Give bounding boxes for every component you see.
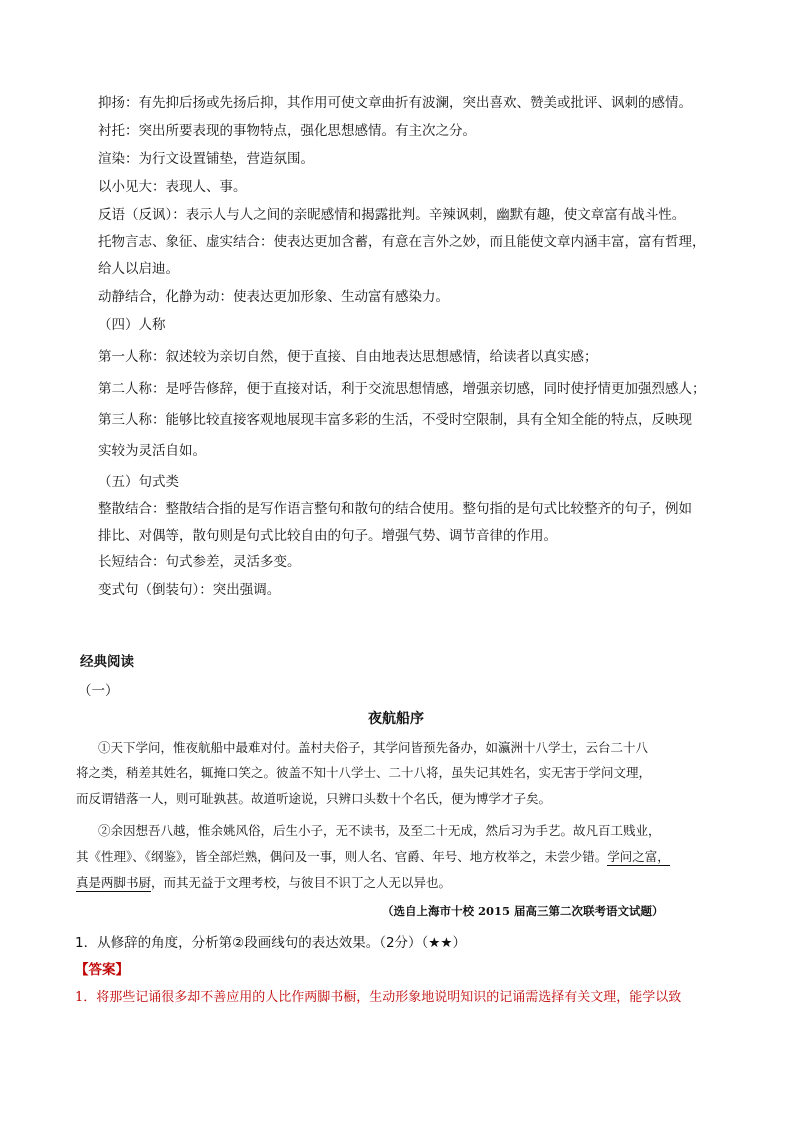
underlined-sentence: 真是两脚书厨 bbox=[76, 875, 152, 890]
sentence-line: 排比、对偶等，散句则是句式比较自由的句子。增强气势、调节音律的作用。 bbox=[98, 528, 557, 544]
technique-line: 渲染：为行文设置铺垫，营造氛围。 bbox=[98, 151, 314, 167]
passage-line: 将之类，稍差其姓名，辄掩口笑之。彼盖不知十八学士、二十八将，虽失记其姓名，实无害于学问文理， bbox=[76, 765, 652, 780]
section-heading-person: （四）人称 bbox=[98, 317, 166, 333]
person-line: 第三人称：能够比较直接客观地展现丰富多彩的生活，不受时空限制，具有全知全能的特点，反映现 bbox=[98, 412, 692, 428]
question-text: 1．从修辞的角度，分析第②段画线句的表达效果。（2分）（★★） bbox=[75, 935, 466, 951]
technique-line: 托物言志、象征、虚实结合：使表达更加含蓄，有意在言外之妙，而且能使文章内涵丰富，富有哲理， bbox=[98, 234, 706, 250]
reading-heading: 经典阅读 bbox=[80, 654, 134, 670]
answer-text: 1．将那些记诵很多却不善应用的人比作两脚书橱，生动形象地说明知识的记诵需选择有关文理，能学以致 bbox=[75, 990, 682, 1005]
underlined-sentence: 学问之富， bbox=[607, 849, 670, 864]
passage-line: ②余因想吾八越，惟余姚风俗，后生小子，无不读书，及至二十无成，然后习为手艺。故凡百工贱业， bbox=[98, 823, 661, 838]
section-heading-sentence: （五）句式类 bbox=[98, 474, 179, 490]
person-line: 第二人称：是呼告修辞，便于直接对话，利于交流思想情感，增强亲切感，同时使抒情更加强烈感人； bbox=[98, 381, 706, 397]
passage-text: ，而其无益于文理考校，与彼目不识丁之人无以异也。 bbox=[151, 875, 452, 890]
passage-line: 而反谓错落一人，则可耻孰甚。故道听途说，只辨口头数十个名氏，便为博学才子矣。 bbox=[76, 791, 552, 806]
passage-title: 夜航船序 bbox=[368, 711, 424, 727]
sentence-line: 变式句（倒装句）：突出强调。 bbox=[98, 582, 281, 598]
passage-source: （选自上海市十校 2015 届高三第二次联考语文试题） bbox=[382, 904, 664, 918]
sentence-line: 长短结合：句式参差，灵活多变。 bbox=[98, 554, 301, 570]
technique-line: 抑扬：有先抑后扬或先扬后抑，其作用可使文章曲折有波澜，突出喜欢、赞美或批评、讽刺的感情。 bbox=[98, 95, 692, 111]
passage-line bbox=[76, 847, 670, 867]
passage-line: ①天下学问，惟夜航船中最难对付。盖村夫俗子，其学问皆预先备办，如瀛洲十八学士，云台二十八 bbox=[98, 740, 649, 755]
reading-number: （一） bbox=[78, 683, 119, 699]
technique-line: 动静结合，化静为动：使表达更加形象、生动富有感染力。 bbox=[98, 289, 449, 305]
technique-line: 以小见大：表现人、事。 bbox=[98, 179, 247, 195]
person-line: 第一人称：叙述较为亲切自然，便于直接、自由地表达思想感情，给读者以真实感； bbox=[98, 349, 598, 365]
passage-text: 其《性理》、《纲鉴》，皆全部烂熟，偶问及一事，则人名、官爵、年号、地方枚举之，未尝少错。 bbox=[76, 849, 608, 864]
person-line: 实较为灵活自如。 bbox=[98, 443, 206, 459]
passage-line bbox=[76, 873, 451, 893]
technique-line: 衬托：突出所要表现的事物特点，强化思想感情。有主次之分。 bbox=[98, 123, 476, 139]
answer-label: 【答案】 bbox=[75, 962, 129, 978]
technique-line: 给人以启迪。 bbox=[98, 261, 179, 277]
sentence-line: 整散结合：整散结合指的是写作语言整句和散句的结合使用。整句指的是句式比较整齐的句子，例如 bbox=[98, 501, 692, 517]
technique-line: 反语（反讽）：表示人与人之间的亲昵感情和揭露批判。辛辣讽刺，幽默有趣，使文章富有战斗性。 bbox=[98, 207, 686, 223]
